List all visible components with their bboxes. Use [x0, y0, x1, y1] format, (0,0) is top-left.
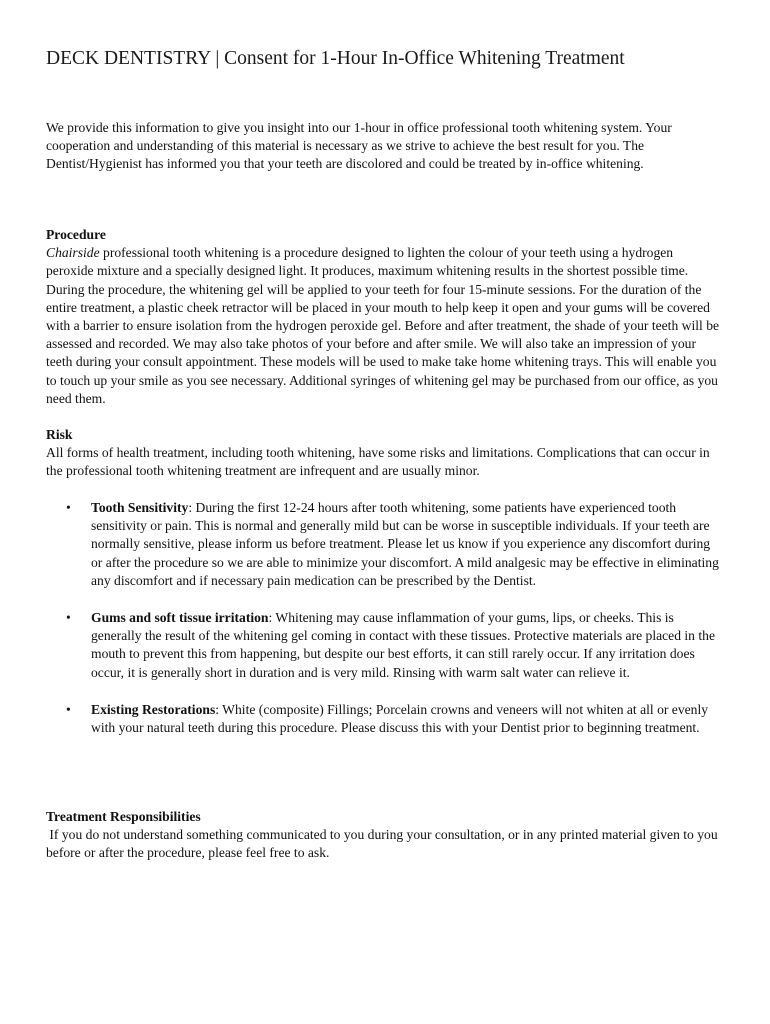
risk-list	[46, 499, 722, 756]
risk-section	[46, 426, 722, 481]
risk-heading: Risk	[46, 427, 73, 442]
risk-item-text: : During the first 12-24 hours after tooth whitening, some patients have experienced tooth sensitivity or pain. This is normal and generally mild but can be worse in susceptible individuals. If your teeth are normally sensitive, please inform us before treatment. Please let us know if you experience any discomfort during or after the procedure so we are able to minimize your discomfort. A mild analgesic may be effective in eliminating any discomfort and if necessary pain medication can be prescribed by the Dentist.	[91, 500, 719, 588]
risk-item-label: Existing Restorations	[91, 701, 216, 717]
intro-section	[46, 119, 722, 174]
list-item	[46, 701, 722, 737]
responsibilities-paragraph: If you do not understand something communicated to you during your consultation, or in any printed material given to you before or after the procedure, please feel free to ask.	[46, 827, 722, 861]
risk-item-label: Tooth Sensitivity	[91, 500, 189, 515]
bullet-icon: •	[66, 610, 71, 626]
responsibilities-heading: Treatment Responsibilities	[46, 809, 201, 824]
list-item	[46, 499, 722, 590]
bullet-icon: •	[66, 701, 71, 717]
risk-item-text: : Whitening may cause inflammation of your gums, lips, or cheeks. This is generally the result of the whitening gel coming in contact with these tissues. Protective materials are placed in the mouth to prevent this from happening, but despite our best efforts, it can still rarely occur. If any irritation does occur, it is generally short in duration and is very mild. Rinsing with warm salt water can relieve it.	[91, 610, 715, 680]
page-title: DECK DENTISTRY | Consent for 1-Hour In-Office Whitening Treatment	[46, 48, 625, 69]
bullet-icon: •	[66, 500, 71, 515]
procedure-text: professional tooth whitening is a procedure designed to lighten the colour of your teeth using a hydrogen peroxide mixture and a specially designed light. It produces, maximum whitening results in the shortest possible time. During the procedure, the whitening gel will be applied to your teeth for four 15-minute sessions. For the duration of the entire treatment, a plastic cheek retractor will be placed in your mouth to help keep it open and your gums will be covered with a barrier to ensure isolation from the hydrogen peroxide gel. Before and after treatment, the shade of your teeth will be assessed and recorded. We may also take photos of your before and after smile. We will also take an impression of your teeth during your consult appointment. These models will be used to make take home whitening trays. This will enable you to touch up your smile as you see necessary. Additional syringes of whitening gel may be purchased from our office, as you need them.	[46, 245, 720, 406]
risk-item-label: Gums and soft tissue irritation	[91, 610, 269, 626]
procedure-heading: Procedure	[46, 227, 106, 242]
responsibilities-section	[46, 808, 722, 863]
risk-item-text: : White (composite) Fillings; Porcelain crowns and veneers will not whiten at all or evenly with your natural teeth during this procedure. Please discuss this with your Dentist prior to beginning treatment.	[91, 701, 709, 736]
risk-paragraph: All forms of health treatment, including tooth whitening, have some risks and limitations. Complications that can occur in the professional tooth whitening treatment are infrequent and are usually minor.	[46, 445, 710, 479]
list-item	[46, 609, 722, 682]
procedure-paragraph	[46, 244, 722, 408]
intro-paragraph: We provide this information to give you insight into our 1-hour in office professional tooth whitening system. Your cooperation and understanding of this material is necessary as we strive to achieve the best result for you. The Dentist/Hygienist has informed you that your teeth are discolored and could be treated by in-office whitening.	[46, 120, 672, 172]
procedure-section	[46, 226, 722, 408]
procedure-lead-italic: Chairside	[46, 245, 100, 261]
